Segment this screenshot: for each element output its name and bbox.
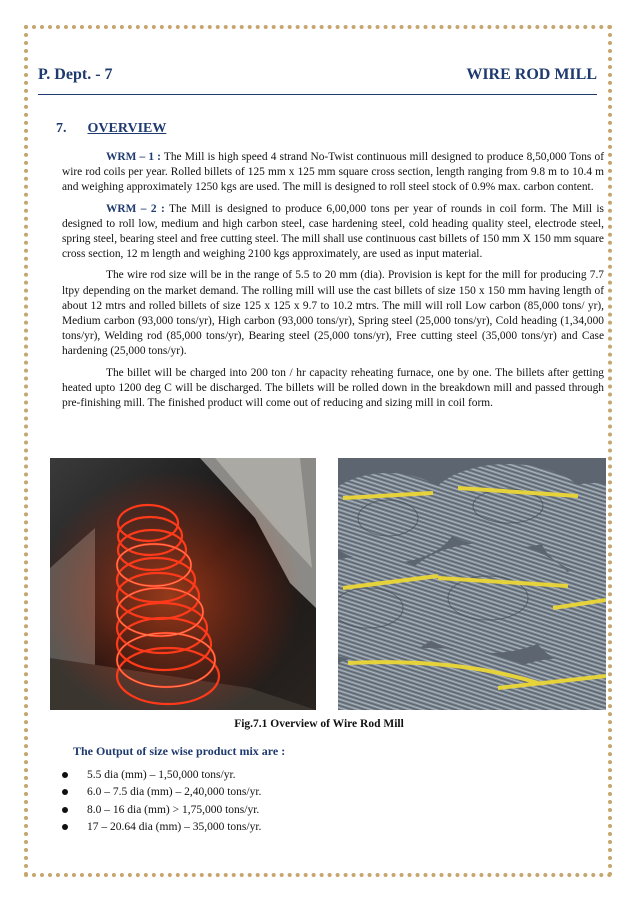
header-rule <box>38 94 597 95</box>
header-dept: P. Dept. - 7 <box>38 66 113 83</box>
list-item <box>62 819 261 837</box>
paragraph-sizes <box>62 268 604 359</box>
paragraph-text: The wire rod size will be in the range of 5.5 to 20 mm (dia). Provision is kept for the mill for producing 7.7 ltpy depending on the market demand. The rolling mill will use the cast billets of size 150 x 150 mm having length of about 12 mtrs and rolled billets of size 125 x 125 x 9.7 to 10.2 mtrs. The mill will roll Low carbon (85,000 tons/ yr), Medium carbon (93,000 tons/yr), High carbon (93,000 tons/yr), Spring steel (25,000 tons/yr), Cold heading (1,34,000 tons/yr), Welding rod (85,000 tons/yr), Bearing steel (25,000 tons/yr), Free cutting steel (35,000 tons/yr) and Case hardening (25,000 tons/yr). <box>62 269 604 358</box>
list-item <box>62 784 261 802</box>
list-item-text: 17 – 20.64 dia (mm) – 35,000 tons/yr. <box>87 821 262 834</box>
paragraph-text: The Mill is designed to produce 6,00,000 tons per year of rounds in coil form. The Mill is designed to roll low, medium and high carbon steel, case hardening steel, cold heading quality steel, electrode steel, spring steel, bearing steel and free cutting steel. The mill shall use continuous cast billets of 150 mm X 150 mm square cross section, 12 m length and weighing 2100 kgs approximately, are used as input material. <box>62 202 604 261</box>
header-title: WIRE ROD MILL <box>466 66 597 83</box>
list-item-text: 6.0 – 7.5 dia (mm) – 2,40,000 tons/yr. <box>87 786 262 799</box>
bullet-icon <box>62 772 68 778</box>
wire-rod-coils-photo <box>338 458 606 710</box>
hot-rod-coil-photo <box>50 458 316 710</box>
list-item-text: 8.0 – 16 dia (mm) > 1,75,000 tons/yr. <box>87 803 260 816</box>
list-item <box>62 766 261 784</box>
paragraph-text: The billet will be charged into 200 ton / hr capacity reheating furnace, one by one. The billets after getting heated upto 1200 deg C will be discharged. The billets will be rolled down in the breakdown mill and passed through pre-finishing mill. The finished product will come out of reducing and sizing mill in coil form. <box>62 366 604 410</box>
product-mix-list <box>62 766 261 836</box>
paragraph-wrm1 <box>62 150 604 196</box>
bullet-icon <box>62 807 68 813</box>
paragraph-label: WRM – 1 : <box>106 151 161 163</box>
list-item <box>62 801 261 819</box>
bullet-icon <box>62 789 68 795</box>
paragraph-text: The Mill is high speed 4 strand No-Twist continuous mill designed to produce 8,50,000 Tons of wire rod coils per year. Rolled billets of 125 mm x 125 mm square cross section, length ranging from 9.8 m to 10.4 m and weighing approximately 1250 kgs are used. The mill is designed to roll steel stock of 0.9% max. carbon content. <box>62 151 604 194</box>
body-text <box>62 150 604 417</box>
output-title: The Output of size wise product mix are : <box>73 744 286 758</box>
section-title: OVERVIEW <box>87 121 167 136</box>
paragraph-process <box>62 366 604 412</box>
figure-photos <box>50 458 606 710</box>
bullet-icon <box>62 824 68 830</box>
paragraph-label: WRM – 2 : <box>106 202 165 215</box>
page-header <box>38 66 597 84</box>
figure-caption: Fig.7.1 Overview of Wire Rod Mill <box>234 718 404 730</box>
section-heading <box>56 121 166 137</box>
paragraph-wrm2 <box>62 202 604 263</box>
list-item-text: 5.5 dia (mm) – 1,50,000 tons/yr. <box>87 768 236 781</box>
section-number: 7. <box>56 121 67 136</box>
